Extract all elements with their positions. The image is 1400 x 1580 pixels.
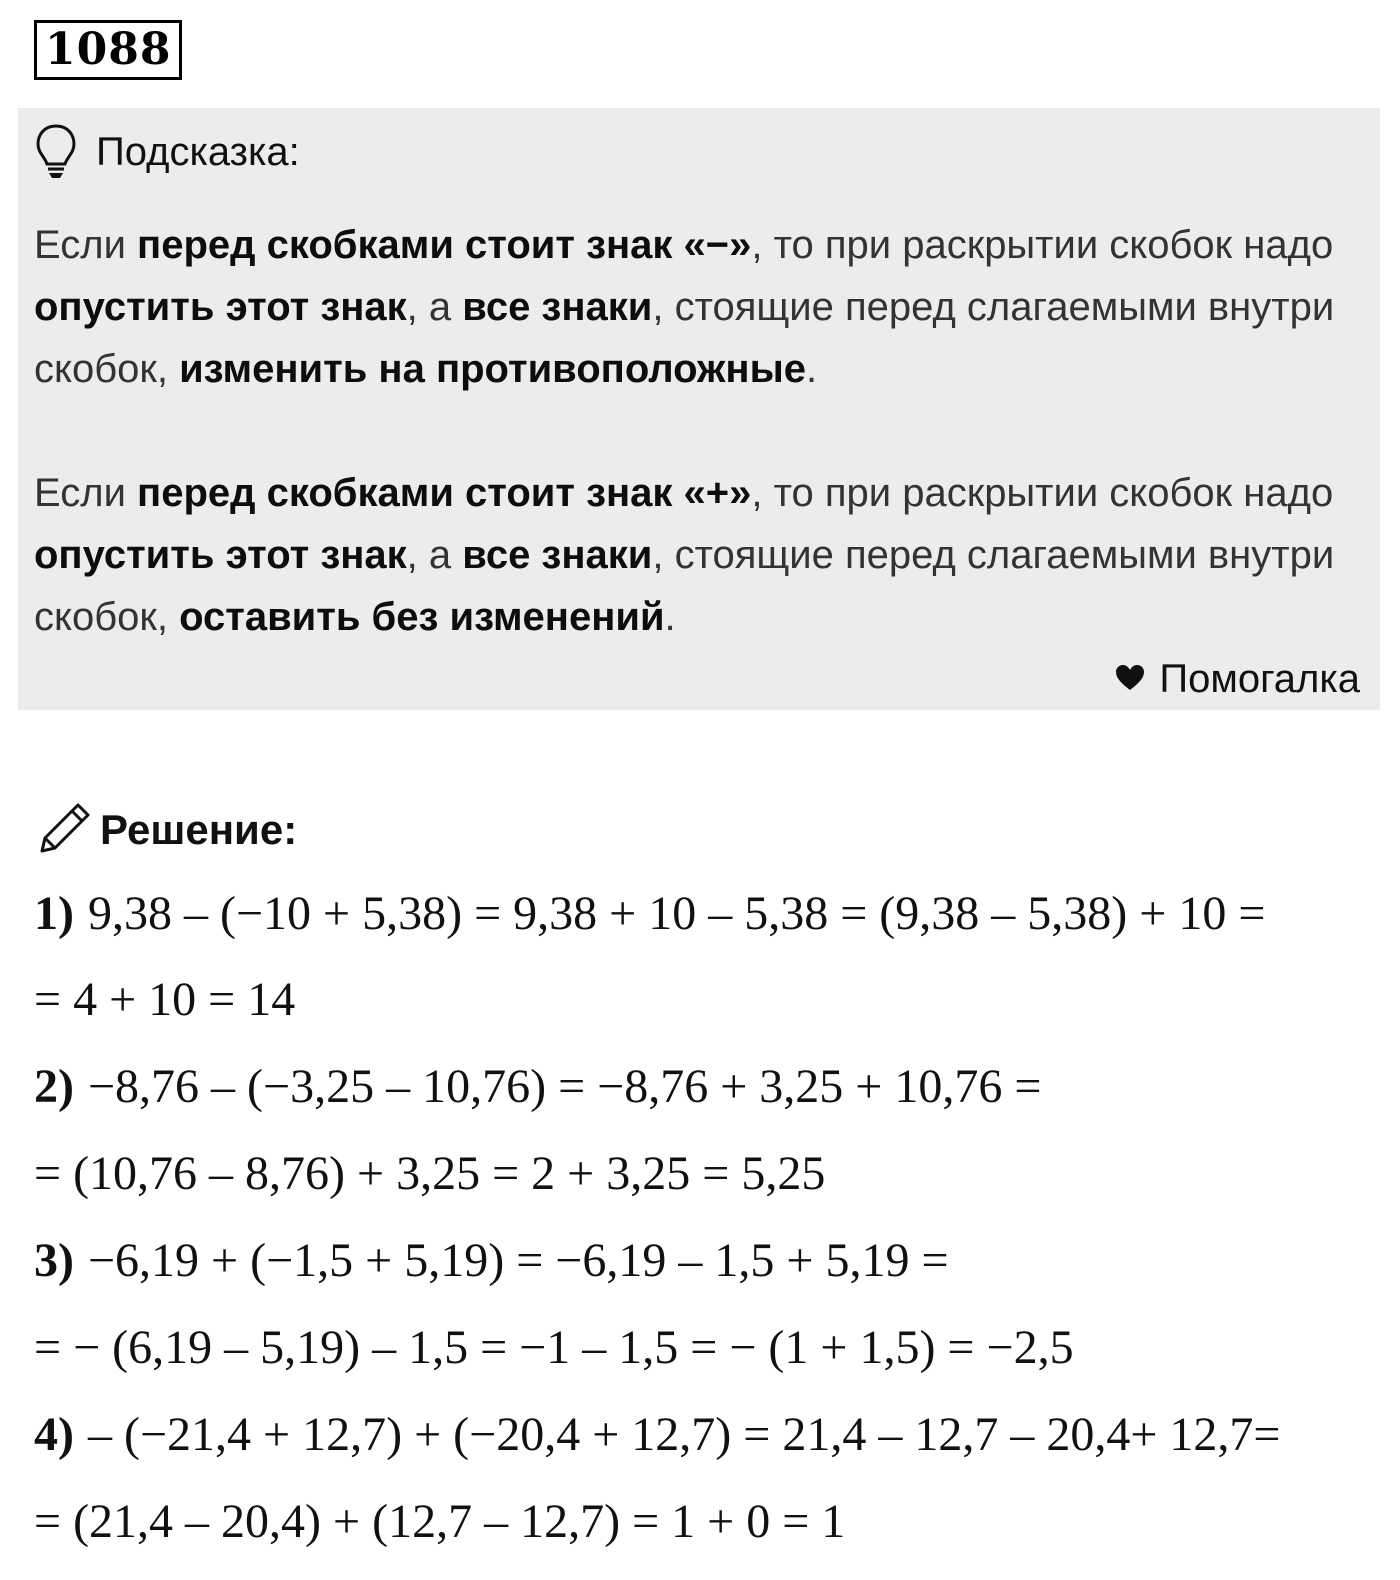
solution-line <box>34 1057 1041 1117</box>
emphasis-text: изменить на противоположные <box>179 347 806 391</box>
solution-line <box>34 970 295 1030</box>
solution-line <box>34 1492 845 1552</box>
credit <box>1115 657 1360 702</box>
hint-box <box>18 108 1380 710</box>
solution-line-number: 1) <box>34 887 74 940</box>
emphasis-text: опустить этот знак <box>34 285 407 329</box>
hint-text: , стоящие перед слагаемыми внутри скобок, <box>34 533 1335 639</box>
emphasis-text: все знаки <box>462 533 653 577</box>
solution-line-number: 2) <box>34 1060 74 1113</box>
solution-line-text: −8,76 – (−3,25 – 10,76) = −8,76 + 3,25 + 10,76 = <box>87 1060 1042 1113</box>
hint-text: , а <box>406 533 463 577</box>
solution-header <box>38 800 297 860</box>
emphasis-text: все знаки <box>462 285 653 329</box>
hint-text: . <box>805 347 818 391</box>
hint-paragraph-plus <box>34 462 1354 648</box>
hint-header <box>34 122 300 182</box>
emphasis-text: оставить без изменений <box>179 595 665 639</box>
solution-line-text: = (21,4 – 20,4) + (12,7 – 12,7) = 1 + 0 = 1 <box>34 1495 846 1548</box>
hint-title: Подсказка: <box>96 129 300 174</box>
emphasis-text: опустить этот знак <box>34 533 407 577</box>
pencil-icon <box>38 801 92 860</box>
hint-text: Если <box>34 223 138 267</box>
credit-label: Помогалка <box>1159 657 1360 701</box>
solution-line-text: 9,38 – (−10 + 5,38) = 9,38 + 10 – 5,38 = (9,38 – 5,38) + 10 = <box>87 887 1266 940</box>
solution-line <box>34 1318 1074 1378</box>
solution-line <box>34 1405 1280 1465</box>
hint-text: , то при раскрытии скобок надо <box>751 471 1334 515</box>
solution-line-text: – (−21,4 + 12,7) + (−20,4 + 12,7) = 21,4 – 12,7 – 20,4+ 12,7= <box>87 1408 1281 1461</box>
solution-line-text: −6,19 + (−1,5 + 5,19) = −6,19 – 1,5 + 5,19 = <box>87 1234 949 1287</box>
solution-line-text: = (10,76 – 8,76) + 3,25 = 2 + 3,25 = 5,25 <box>34 1147 826 1200</box>
solution-line-text: = − (6,19 – 5,19) – 1,5 = −1 – 1,5 = − (1 + 1,5) = −2,5 <box>34 1321 1074 1374</box>
hint-text: . <box>664 595 676 639</box>
solution-line <box>34 1144 825 1204</box>
solution-line-number: 3) <box>34 1234 74 1287</box>
hint-text: , стоящие перед слагаемыми внутри скобок, <box>34 285 1335 391</box>
lightbulb-icon <box>34 123 78 181</box>
heart-icon <box>1115 657 1145 702</box>
solution-line <box>34 1231 949 1291</box>
hint-paragraph-minus <box>34 214 1354 400</box>
solution-title: Решение: <box>100 806 298 853</box>
hint-text: Если <box>34 471 138 515</box>
solution-line-text: = 4 + 10 = 14 <box>34 973 296 1026</box>
solution-line-number: 4) <box>34 1408 74 1461</box>
hint-text: , то при раскрытии скобок надо <box>751 223 1334 267</box>
solution-line <box>34 884 1265 944</box>
emphasis-text: перед скобками стоит знак «−» <box>137 223 752 267</box>
emphasis-text: перед скобками стоит знак «+» <box>137 471 752 515</box>
hint-text: , а <box>406 285 463 329</box>
problem-number: 1088 <box>34 20 182 80</box>
